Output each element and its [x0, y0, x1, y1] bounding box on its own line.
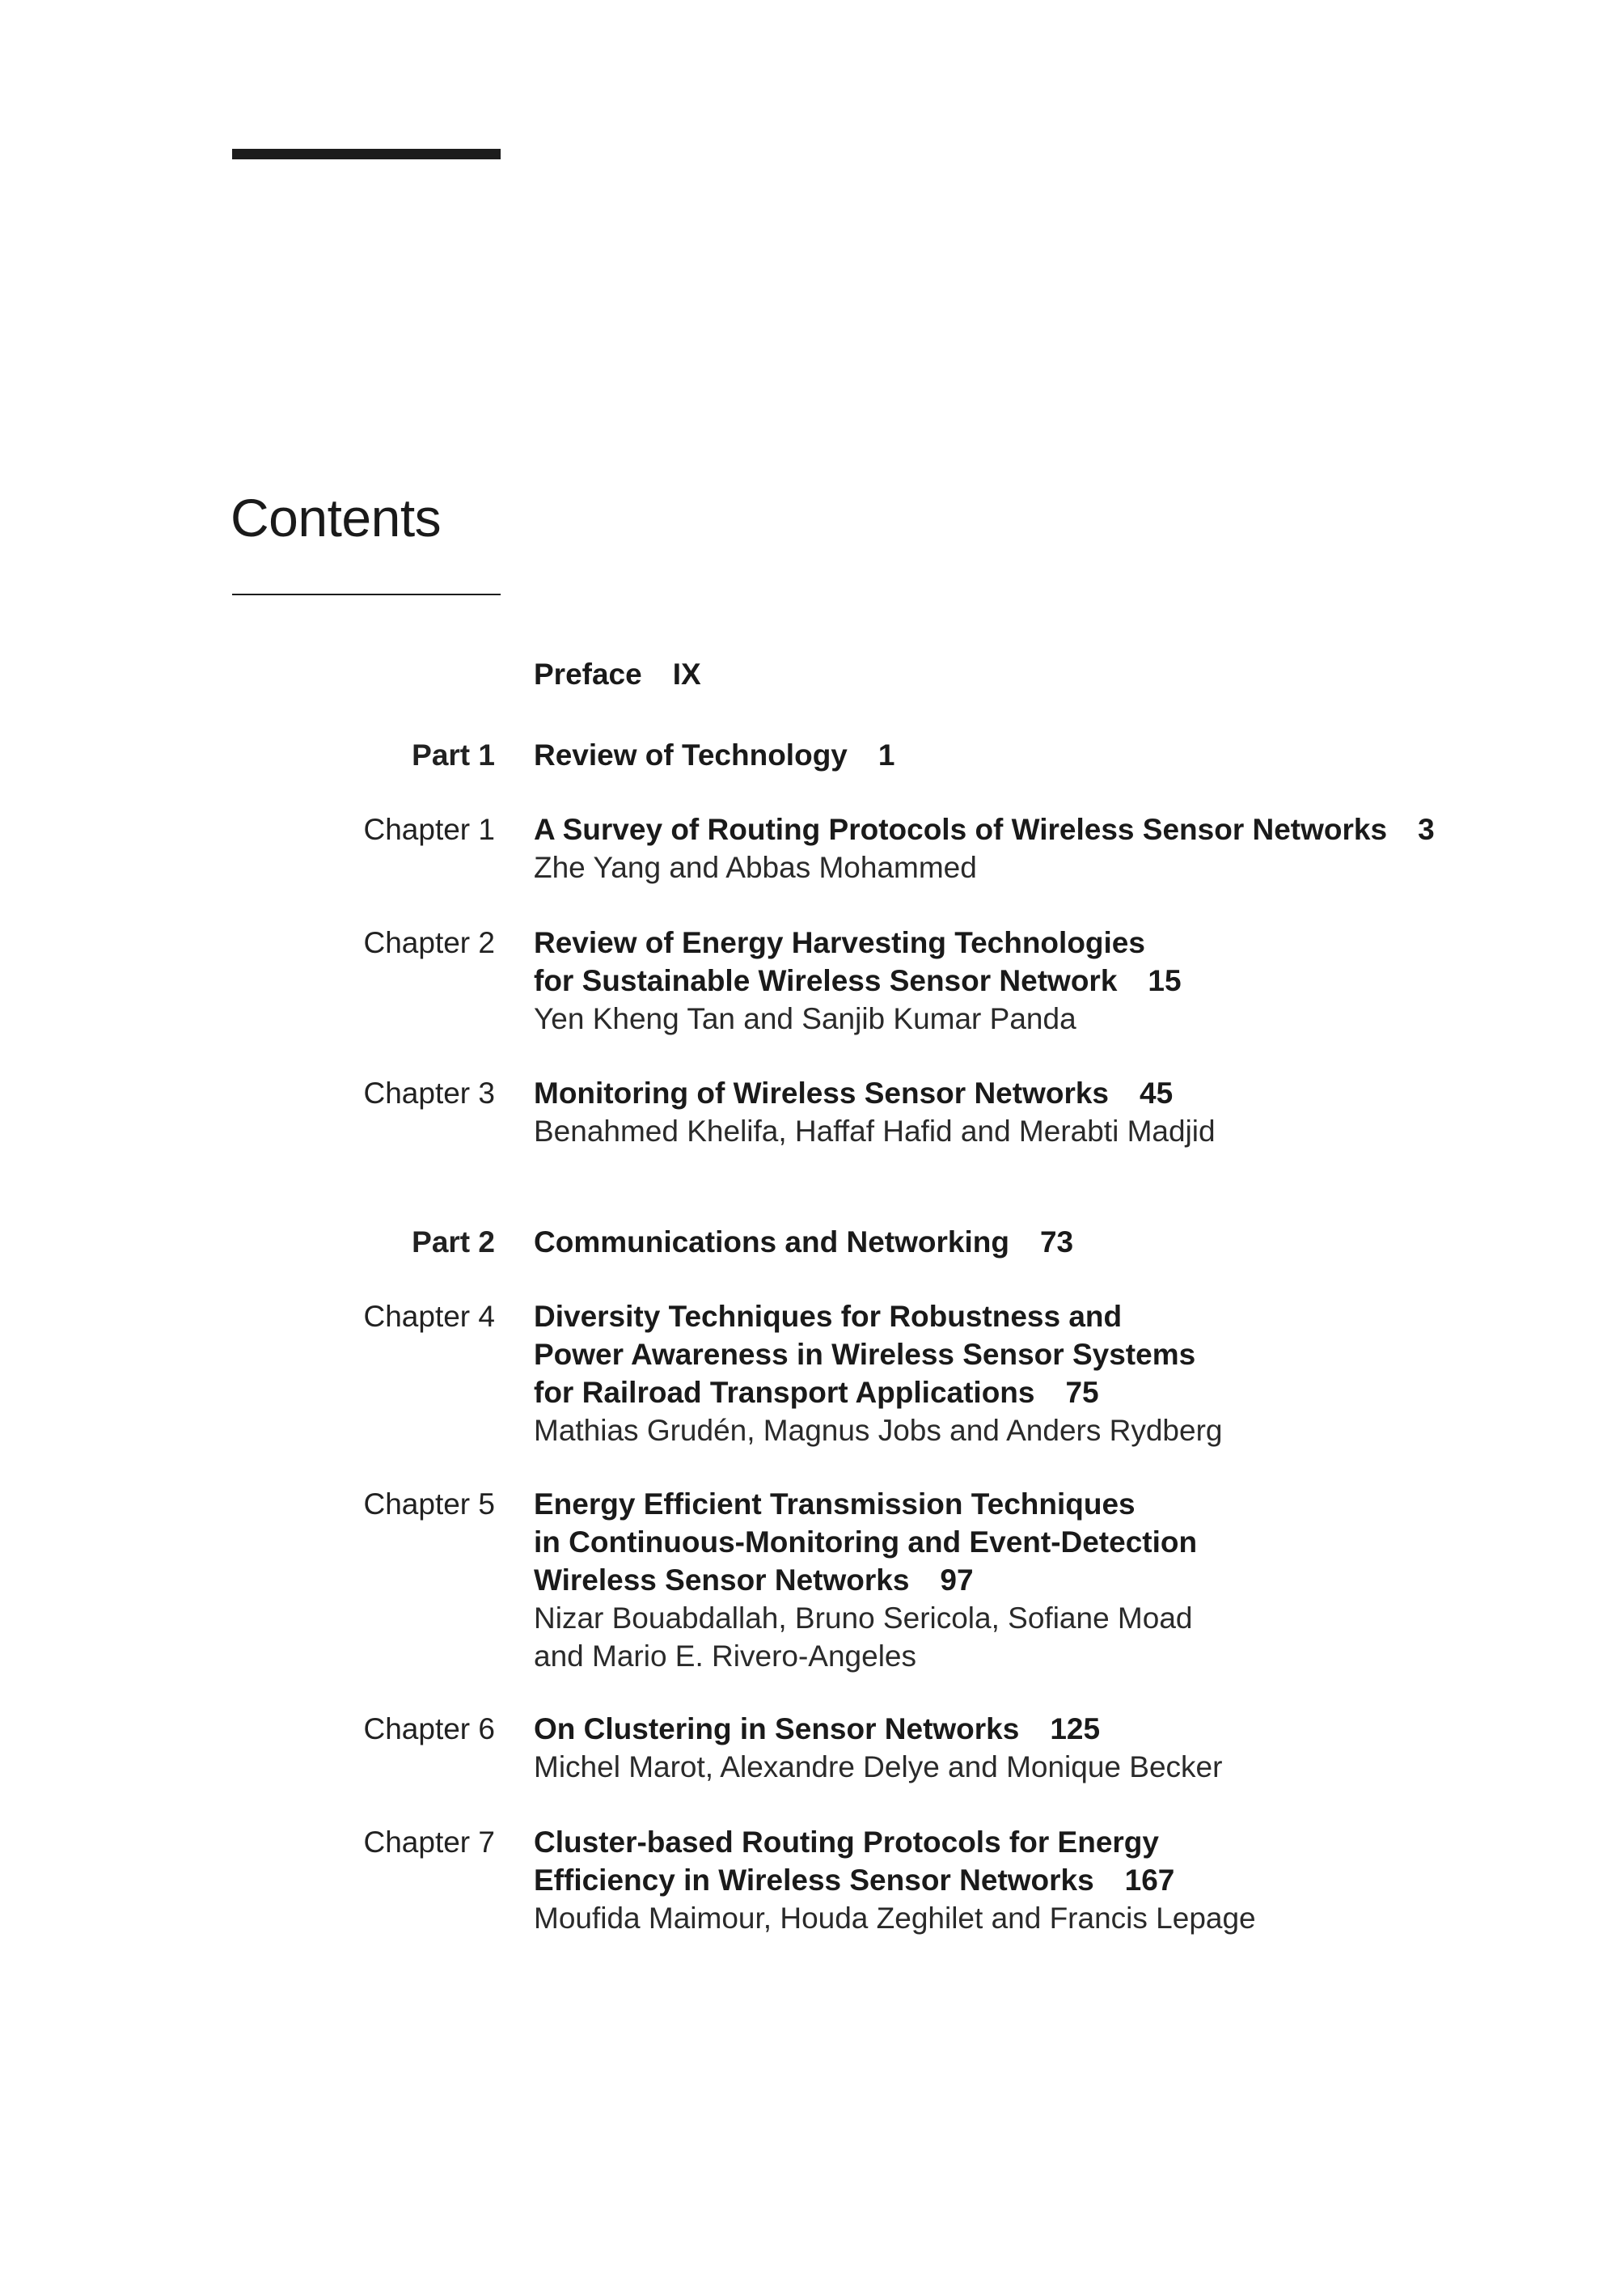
chapter-label: Chapter 1: [363, 813, 495, 846]
page-title: Contents: [230, 488, 442, 548]
entry-title-text: for Sustainable Wireless Sensor Network: [534, 964, 1118, 997]
entry-title-line: [534, 1523, 1585, 1561]
entry-title-text: in Continuous-Monitoring and Event-Detection: [534, 1525, 1198, 1559]
part-label: Part 2: [412, 1225, 495, 1259]
entry-title-line: [534, 1335, 1585, 1373]
entry-title-text: Review of Energy Harvesting Technologies: [534, 926, 1145, 959]
entry-body: [534, 655, 1585, 693]
entry-title-text: Review of Technology: [534, 738, 848, 772]
entry-body: [534, 1710, 1585, 1786]
entry-authors: Michel Marot, Alexandre Delye and Monique Becker: [534, 1750, 1223, 1783]
entry-body: [534, 736, 1585, 774]
entry-title-line: [534, 1223, 1585, 1261]
chapter-label: Chapter 4: [363, 1300, 495, 1333]
entry-title-text: Monitoring of Wireless Sensor Networks: [534, 1077, 1110, 1110]
entry-title-line: [534, 1485, 1585, 1523]
entry-authors: and Mario E. Rivero-Angeles: [534, 1639, 916, 1673]
entry-title-line: [534, 655, 1585, 693]
entry-title-text: Preface: [534, 658, 642, 691]
entry-title-line: [534, 1823, 1585, 1861]
entry-title-text: for Railroad Transport Applications: [534, 1376, 1035, 1409]
chapter-label: Chapter 2: [363, 926, 495, 959]
chapter-label: Chapter 7: [363, 1826, 495, 1859]
page-number: IX: [672, 658, 701, 691]
part-label: Part 1: [412, 738, 495, 772]
entry-title-text: Wireless Sensor Networks: [534, 1563, 910, 1597]
entry-authors: Yen Kheng Tan and Sanjib Kumar Panda: [534, 1002, 1076, 1035]
page-number: 15: [1148, 964, 1182, 997]
entry-title-line: [534, 924, 1585, 962]
entry-authors: Mathias Grudén, Magnus Jobs and Anders Rydberg: [534, 1414, 1223, 1447]
entry-title-text: Power Awareness in Wireless Sensor Systems: [534, 1338, 1196, 1371]
entry-body: [534, 924, 1585, 1038]
page-number: 167: [1124, 1864, 1175, 1897]
page-number: 97: [940, 1563, 974, 1597]
entry-authors: Benahmed Khelifa, Haffaf Hafid and Merabti Madjid: [534, 1115, 1216, 1148]
entry-body: [534, 810, 1585, 886]
page-number: 3: [1418, 813, 1435, 846]
entry-title-text: On Clustering in Sensor Networks: [534, 1712, 1020, 1745]
chapter-label: Chapter 5: [363, 1487, 495, 1521]
entry-title-text: Diversity Techniques for Robustness and: [534, 1300, 1123, 1333]
entry-title-line: [534, 736, 1585, 774]
entry-title-line: [534, 1074, 1585, 1112]
entry-body: [534, 1223, 1585, 1261]
entry-title-text: Energy Efficient Transmission Techniques: [534, 1487, 1136, 1521]
entry-body: [534, 1823, 1585, 1937]
entry-authors: Nizar Bouabdallah, Bruno Sericola, Sofiane Moad: [534, 1601, 1193, 1635]
entry-title-text: Efficiency in Wireless Sensor Networks: [534, 1864, 1094, 1897]
page-number: 45: [1140, 1077, 1174, 1110]
entry-title-line: [534, 1561, 1585, 1599]
entry-title-line: [534, 1373, 1585, 1411]
entry-title-line: [534, 810, 1585, 848]
entry-title-line: [534, 962, 1585, 1000]
page-number: 75: [1065, 1376, 1099, 1409]
chapter-label: Chapter 6: [363, 1712, 495, 1745]
entry-title-line: [534, 1710, 1585, 1748]
entry-body: [534, 1074, 1585, 1150]
chapter-label: Chapter 3: [363, 1077, 495, 1110]
page-number: 1: [878, 738, 895, 772]
entry-authors: Zhe Yang and Abbas Mohammed: [534, 851, 977, 884]
entry-title-text: Communications and Networking: [534, 1225, 1009, 1259]
page-number: 73: [1039, 1225, 1074, 1259]
entry-authors: Moufida Maimour, Houda Zeghilet and Francis Lepage: [534, 1902, 1256, 1935]
entry-body: [534, 1297, 1585, 1449]
entry-title-text: A Survey of Routing Protocols of Wireless Sensor Networks: [534, 813, 1388, 846]
entry-title-line: [534, 1297, 1585, 1335]
page-number: 125: [1050, 1712, 1101, 1745]
entry-body: [534, 1485, 1585, 1675]
entry-title-text: Cluster-based Routing Protocols for Energy: [534, 1826, 1159, 1859]
entry-title-line: [534, 1861, 1585, 1899]
